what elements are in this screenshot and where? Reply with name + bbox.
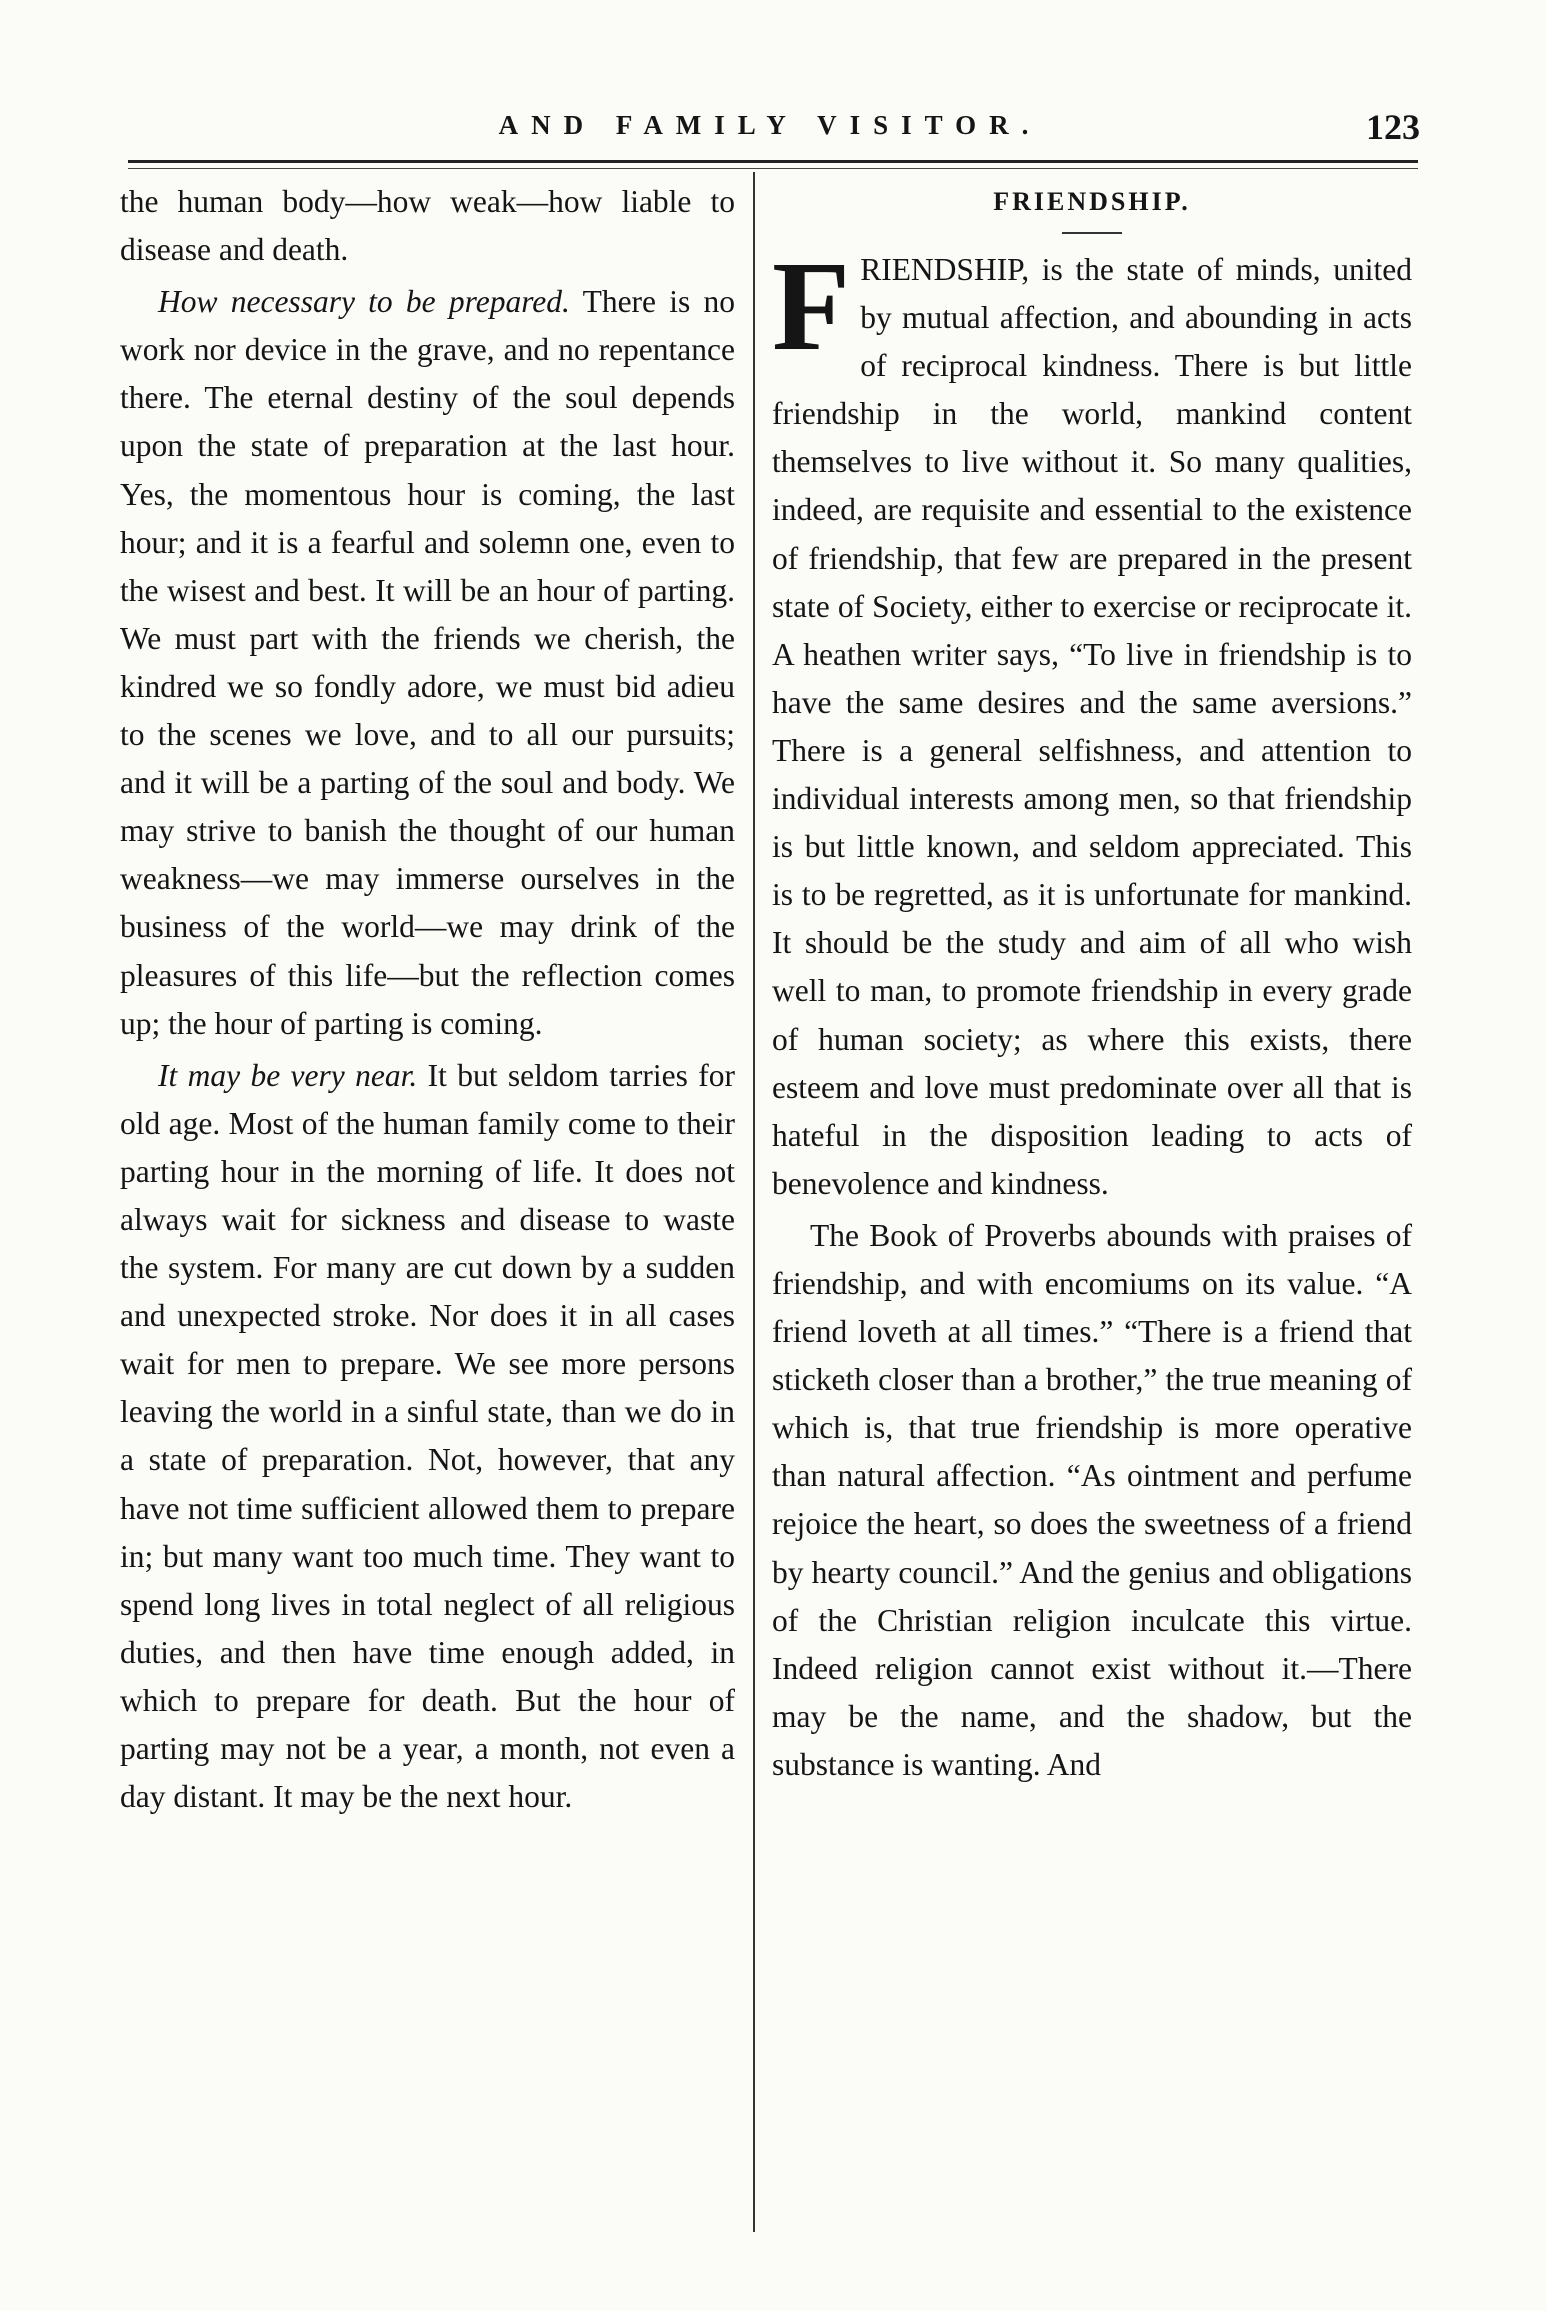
paragraph-lead: It may be very near. [158,1057,418,1093]
paragraph-body: There is no work nor device in the grave, and no repentance there. The eternal destiny of the soul depends upon the state of preparation at the last hour. Yes, the momentous hour is coming, the last hour; and it is a fearful and solemn one, even to the wisest and best. It will be an hour of parting. We must part with the friends we cherish, the kindred we so fondly adore, we must bid adieu to the scenes we love, and to all our pursuits; and it will be a parting of the soul and body. We may strive to banish the thought of our human weakness—we may immerse ourselves in the business of the world—we may drink of the pleasures of this life—but the reflection comes up; the hour of parting is coming. [120,284,735,1041]
right-column [772,178,1412,1789]
page-number: 123 [1366,107,1420,147]
header-rule [128,160,1418,169]
drop-cap: F [772,235,851,377]
paragraph-very-near [120,1052,735,1822]
paragraph-body: RIENDSHIP, is the state of minds, united by mutual affection, and abounding in acts of reciprocal kindness. There is but little friendship in the world, mankind content themselves to live without it. So many qualities, indeed, are requisite and essential to the existence of friendship, that few are prepared in the present state of Society, either to exercise or reciprocate it. A heathen writer says, “To live in friendship is to have the same desires and the same aversions.” There is a general selfishness, and attention to individual interests among men, so that friendship is but little known, and seldom appreciated. This is to be regretted, as it is unfortunate for mankind. It should be the study and aim of all who wish well to man, to promote friendship in every grade of human society; as where this exists, there esteem and love must predominate over all that is hateful in the disposition leading to acts of benevolence and kindness. [772,252,1412,1201]
column-divider [753,172,755,2232]
running-head [120,107,1420,160]
paragraph-lead: How necessary to be prepared. [158,284,570,320]
running-title: AND FAMILY VISITOR. [498,110,1042,140]
heading-dash [1062,232,1122,234]
paragraph-continuation: the human body—how weak—how liable to disease and death. [120,184,735,268]
paragraph-prepared [120,278,735,1048]
paragraph-body: It but seldom tarries for old age. Most of the human family come to their parting hour in the morning of life. It does not always wait for sickness and disease to waste the system. For many are cut down by a sudden and unexpected stroke. Nor does it in all cases wait for men to prepare. We see more persons leaving the world in a sinful state, than we do in a state of preparation. Not, however, that any have not time sufficient allowed them to prepare in; but many want too much time. They want to spend long lives in total neglect of all religious duties, and then have time enough added, in which to prepare for death. But the hour of parting may not be a year, a month, not even a day distant. It may be the next hour. [120,1057,736,1815]
left-column [120,178,735,1821]
paragraph-friendship [772,235,1412,1208]
paragraph-proverbs: The Book of Proverbs abounds with praises of friendship, and with encomiums on its value. “A friend loveth at all times.” “There is a friend that sticketh closer than a brother,” the true meaning of which is, that true friendship is more operative than natural affection. “As ointment and perfume rejoice the heart, so does the sweetness of a friend by hearty council.” And the genius and obligations of the Christian religion inculcate this virtue. Indeed religion cannot exist without it.—There may be the name, and the shadow, but the substance is wanting. And [772,1217,1412,1782]
section-heading: FRIENDSHIP. [993,187,1191,216]
